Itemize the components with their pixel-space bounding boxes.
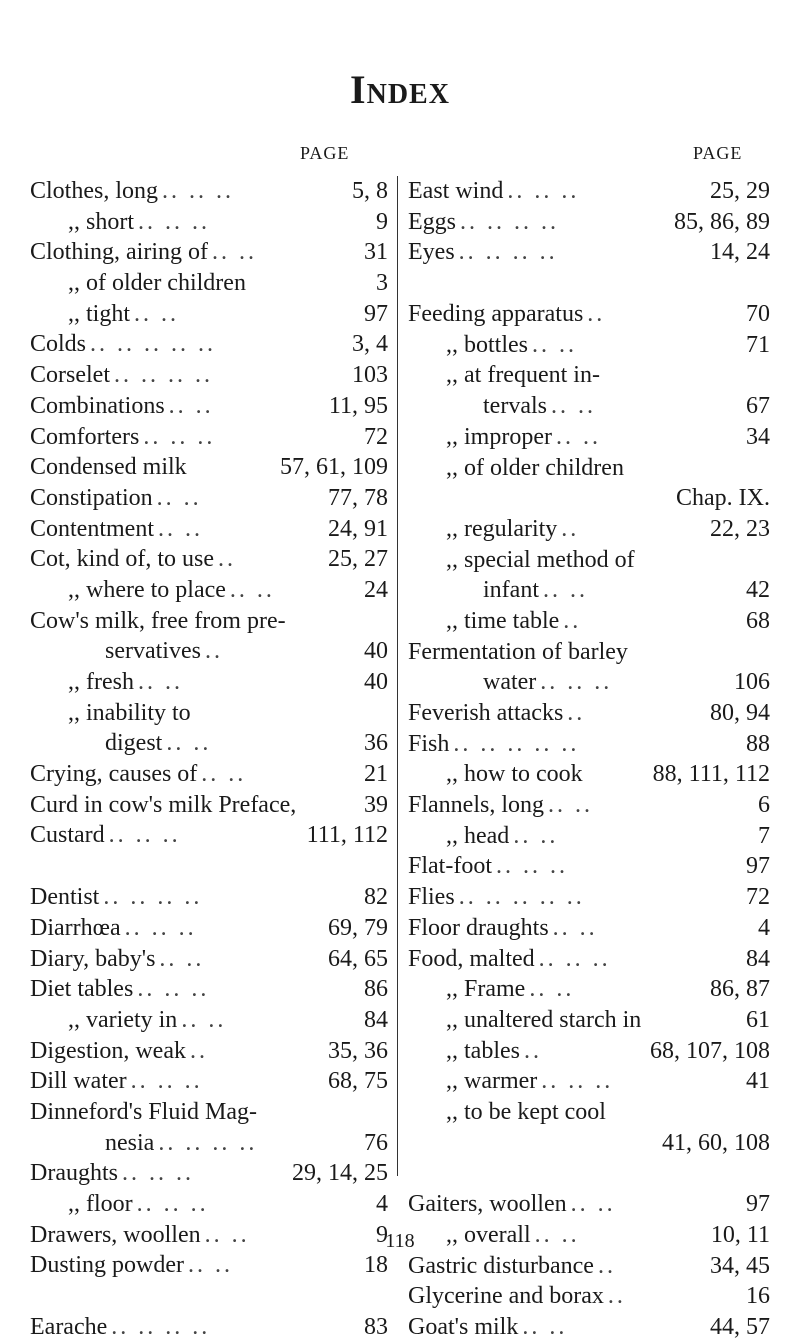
index-entry <box>408 545 770 576</box>
index-entry <box>30 299 388 330</box>
index-term: ,, of older children <box>446 454 624 481</box>
index-entry <box>408 851 770 882</box>
index-term: ,, fresh <box>68 669 134 695</box>
index-page-refs: 40 <box>364 638 388 665</box>
page-title: Index <box>350 67 450 112</box>
dot-leader: .. .. .. .. <box>460 208 559 235</box>
index-entry <box>30 544 388 575</box>
index-page-refs: 64, 65 <box>328 945 388 972</box>
index-term: Clothes, long <box>30 178 159 204</box>
index-term: Custard <box>30 822 105 849</box>
index-spacer <box>30 851 388 882</box>
dot-leader: .. .. <box>134 300 180 327</box>
index-entry <box>30 698 388 729</box>
index-entry <box>30 237 388 268</box>
index-entry <box>408 882 770 913</box>
index-entry <box>30 268 388 299</box>
index-entry <box>408 667 770 698</box>
index-page-refs: 68, 107, 108 <box>650 1037 770 1064</box>
index-entry <box>408 821 770 852</box>
index-page-refs: 39 <box>364 791 388 818</box>
index-entry <box>408 1128 770 1159</box>
index-entry <box>408 1005 770 1036</box>
dot-leader: .. .. .. .. <box>103 884 203 911</box>
index-page-refs: 10, 11 <box>710 1222 770 1248</box>
dot-leader: .. .. <box>529 976 575 1003</box>
index-entry <box>30 575 388 606</box>
dot-leader: .. .. .. .. <box>458 239 558 266</box>
dot-leader: .. .. .. .. <box>158 1129 258 1156</box>
index-page-refs: 14, 24 <box>710 239 770 266</box>
index-entry <box>30 391 388 422</box>
index-entry <box>408 483 770 514</box>
index-term: Cot, kind of, to use <box>30 546 214 573</box>
dot-leader: .. .. <box>570 1191 616 1218</box>
index-term: Fermentation of barley <box>408 638 628 665</box>
index-page-refs: 24, 91 <box>328 515 388 542</box>
index-page-refs: 68, 75 <box>328 1068 388 1095</box>
right-page-column-header: PAGE <box>693 143 743 163</box>
index-term: Fish <box>408 730 450 757</box>
index-term: ,, where to place <box>68 576 226 603</box>
dot-leader: .. .. .. <box>137 976 210 1003</box>
index-term: Goat's milk <box>408 1314 519 1341</box>
index-page-refs: 72 <box>364 423 388 450</box>
index-term: Corselet <box>30 362 110 389</box>
index-page-refs: 77, 78 <box>328 484 388 511</box>
index-term: ,, regularity <box>446 515 558 542</box>
index-term: ,, improper <box>446 423 552 450</box>
index-entry <box>30 882 388 913</box>
dot-leader: .. <box>561 515 580 542</box>
index-term: Dentist <box>30 884 100 911</box>
dot-leader: .. .. <box>534 1222 580 1248</box>
index-entry <box>30 974 388 1005</box>
index-term: servatives <box>105 638 201 665</box>
index-entry <box>30 1097 388 1128</box>
dot-leader: .. <box>189 1037 208 1064</box>
index-term: Feeding apparatus <box>408 301 584 328</box>
dot-leader: .. .. <box>137 669 183 695</box>
index-entry <box>30 514 388 545</box>
index-entry <box>30 1189 388 1220</box>
index-entry <box>408 514 770 545</box>
index-page-refs: 40 <box>364 669 388 695</box>
index-term: Flannels, long <box>408 792 544 819</box>
index-term: ,, short <box>68 208 134 235</box>
index-entry <box>30 1066 388 1097</box>
index-entry <box>408 453 770 484</box>
index-entry <box>30 606 388 637</box>
index-page-refs: 25, 29 <box>710 178 770 204</box>
index-page-refs: 71 <box>746 331 770 358</box>
index-page-refs: 69, 79 <box>328 914 388 941</box>
index-page-refs: 9 <box>376 208 388 235</box>
index-page-refs: 103 <box>352 362 388 389</box>
dot-leader: .. .. .. .. .. <box>458 884 585 911</box>
index-page-refs: 41 <box>746 1068 770 1095</box>
dot-leader: .. .. .. <box>143 423 216 450</box>
index-page-refs: 3, 4 <box>352 331 388 358</box>
index-term: ,, overall <box>446 1222 531 1248</box>
index-page-refs: 70 <box>746 301 770 328</box>
index-term: ,, tables <box>446 1037 520 1064</box>
dot-leader: .. .. <box>542 577 588 604</box>
index-page-refs: 83 <box>364 1314 388 1341</box>
index-entry <box>408 176 770 207</box>
dot-leader: .. .. .. <box>540 669 613 696</box>
index-left-column <box>30 176 388 1343</box>
index-entry <box>408 790 770 821</box>
index-page-refs: 67 <box>746 393 770 420</box>
index-page-refs: 7 <box>758 822 770 849</box>
index-page-refs: 84 <box>364 1006 388 1033</box>
index-term: ,, floor <box>68 1191 133 1217</box>
index-entry <box>30 1250 388 1281</box>
index-page-refs: 68 <box>746 607 770 634</box>
dot-leader: .. .. <box>166 730 212 757</box>
index-term: ,, to be kept cool <box>446 1098 606 1125</box>
index-page-refs: 29, 14, 25 <box>292 1160 388 1187</box>
dot-leader: .. .. <box>187 1252 233 1279</box>
dot-leader: .. .. .. <box>541 1068 614 1095</box>
index-page-refs: 3 <box>376 270 388 297</box>
index-entry <box>408 330 770 361</box>
index-page-refs: 88, 111, 112 <box>652 761 770 788</box>
index-page-refs: Chap. IX. <box>676 485 770 512</box>
index-term: ,, unaltered starch in <box>446 1006 642 1033</box>
index-entry <box>30 207 388 238</box>
index-page-refs: 97 <box>746 1191 770 1218</box>
index-entry <box>30 483 388 514</box>
index-term: ,, head <box>446 822 510 849</box>
index-term: Feverish attacks <box>408 700 564 726</box>
index-term: digest <box>105 730 163 757</box>
index-term: Food, malted <box>408 945 535 972</box>
index-entry <box>408 1036 770 1067</box>
index-term: Dill water <box>30 1068 127 1095</box>
index-term: Gaiters, woollen <box>408 1191 567 1218</box>
index-term: ,, variety in <box>68 1006 178 1033</box>
index-term: Dusting powder <box>30 1252 184 1279</box>
index-entry <box>30 636 388 667</box>
index-entry <box>408 575 770 606</box>
index-page-refs: 4 <box>376 1191 388 1217</box>
dot-leader: .. .. <box>552 914 598 941</box>
index-entry <box>30 1312 388 1343</box>
index-page-refs: 82 <box>364 884 388 911</box>
index-entry <box>408 1312 770 1343</box>
index-page-refs: 76 <box>364 1129 388 1156</box>
dot-leader: .. .. <box>201 761 247 788</box>
dot-leader: .. .. <box>181 1006 227 1033</box>
index-entry <box>408 422 770 453</box>
index-term: ,, Frame <box>446 976 526 1003</box>
index-term: Eggs <box>408 208 456 235</box>
index-term: Draughts <box>30 1160 118 1187</box>
index-term: Drawers, woollen <box>30 1221 201 1248</box>
index-page-refs: 84 <box>746 945 770 972</box>
dot-leader: .. .. .. <box>162 178 235 204</box>
dot-leader: .. <box>587 301 606 328</box>
dot-leader: .. .. .. <box>496 853 568 880</box>
index-page-refs: 72 <box>746 884 770 911</box>
index-term: Colds <box>30 331 87 358</box>
index-page-refs: 6 <box>758 792 770 819</box>
index-entry <box>408 1097 770 1128</box>
index-page-refs: 34, 45 <box>710 1252 770 1279</box>
index-entry <box>408 237 770 268</box>
dot-leader: .. .. <box>156 484 202 511</box>
index-term: ,, how to cook <box>446 761 583 788</box>
index-page-refs: 34 <box>746 423 770 450</box>
index-page-refs: 88 <box>746 730 770 757</box>
index-entry <box>30 1128 388 1159</box>
index-term: Gastric disturbance <box>408 1252 594 1279</box>
index-entry <box>30 422 388 453</box>
dot-leader: .. .. .. <box>130 1068 203 1095</box>
index-term: Floor draughts <box>408 914 549 941</box>
dot-leader: .. .. <box>159 945 205 972</box>
index-term: infant <box>483 577 539 604</box>
index-entry <box>408 606 770 637</box>
index-term: Dinneford's Fluid Mag- <box>30 1098 257 1125</box>
index-page-refs: 11, 95 <box>328 392 388 419</box>
dot-leader: .. .. <box>168 392 214 419</box>
dot-leader: .. .. <box>532 331 577 358</box>
index-right-column <box>408 176 770 1343</box>
index-entry <box>30 728 388 759</box>
index-entry <box>408 1066 770 1097</box>
index-term: Cow's milk, free from pre- <box>30 607 286 634</box>
index-term: Flies <box>408 884 455 911</box>
index-entry <box>408 944 770 975</box>
index-page-refs: 44, 57 <box>710 1314 770 1341</box>
index-term: Diary, baby's <box>30 945 156 972</box>
index-term: tervals <box>483 393 547 420</box>
index-term: Comforters <box>30 423 140 450</box>
index-page-refs: 9 <box>376 1221 388 1248</box>
index-entry <box>408 759 770 790</box>
index-page-refs: 25, 27 <box>328 546 388 573</box>
index-page-refs: 18 <box>364 1252 388 1279</box>
index-page-refs: 35, 36 <box>328 1037 388 1064</box>
dot-leader: .. .. .. <box>108 822 181 849</box>
index-entry <box>30 329 388 360</box>
index-page-refs: 111, 112 <box>306 822 388 849</box>
index-term: Condensed milk <box>30 454 187 481</box>
dot-leader: .. .. <box>229 576 275 603</box>
index-entry <box>408 913 770 944</box>
index-entry <box>408 637 770 668</box>
column-divider <box>397 176 398 1176</box>
dot-leader: .. <box>597 1252 616 1279</box>
index-term: Flat-foot <box>408 853 492 880</box>
index-page-refs: 80, 94 <box>710 700 770 726</box>
index-entry <box>30 820 388 851</box>
index-page-refs: 24 <box>364 576 388 603</box>
index-term: Curd in cow's milk Preface, <box>30 791 297 818</box>
index-page-refs: 4 <box>758 914 770 941</box>
left-page-column-header: PAGE <box>300 143 350 163</box>
index-page-refs: 86, 87 <box>710 976 770 1003</box>
index-page-refs: 31 <box>364 239 388 266</box>
index-page-refs: 85, 86, 89 <box>674 208 770 235</box>
index-term: ,, special method of <box>446 546 635 573</box>
dot-leader: .. .. <box>157 515 203 542</box>
index-entry <box>30 667 388 698</box>
dot-leader: .. .. .. <box>538 945 611 972</box>
index-entry <box>30 176 388 207</box>
dot-leader: .. <box>204 638 223 665</box>
index-entry <box>408 391 770 422</box>
dot-leader: .. .. <box>513 822 559 849</box>
dot-leader: .. .. .. .. .. <box>453 730 580 757</box>
index-page-refs: 42 <box>746 577 770 604</box>
index-term: East wind <box>408 178 504 204</box>
index-term: ,, of older children <box>68 270 246 297</box>
index-entry <box>408 299 770 330</box>
index-term: Crying, causes of <box>30 761 198 788</box>
index-page-refs: 57, 61, 109 <box>280 454 388 481</box>
dot-leader: .. <box>218 546 236 573</box>
index-term: Glycerine and borax <box>408 1283 604 1310</box>
index-page-refs: 86 <box>364 976 388 1003</box>
index-page-refs: 97 <box>746 853 770 880</box>
dot-leader: .. <box>607 1283 626 1310</box>
index-term: water <box>483 669 537 696</box>
index-page-refs: 16 <box>746 1283 770 1310</box>
dot-leader: .. .. <box>548 792 593 819</box>
dot-leader: .. .. <box>522 1314 568 1341</box>
page-number: 118 <box>385 1230 415 1252</box>
index-entry <box>408 1189 770 1220</box>
dot-leader: .. .. .. <box>136 1191 209 1217</box>
index-entry <box>408 1251 770 1282</box>
index-spacer <box>408 1158 770 1189</box>
dot-leader: .. <box>523 1037 542 1064</box>
dot-leader: .. .. .. <box>124 914 197 941</box>
index-term: ,, inability to <box>68 699 191 726</box>
index-entry <box>30 1158 388 1189</box>
index-term: ,, at frequent in- <box>446 362 600 389</box>
index-term: Digestion, weak <box>30 1037 186 1064</box>
index-term: Clothing, airing of <box>30 239 208 266</box>
index-term: ,, time table <box>446 607 560 634</box>
index-entry <box>30 1036 388 1067</box>
index-spacer <box>408 268 770 299</box>
index-term: Earache <box>30 1314 108 1341</box>
index-term: Eyes <box>408 239 455 266</box>
index-entry <box>408 698 770 729</box>
dot-leader: .. .. .. <box>138 208 210 235</box>
index-entry <box>30 944 388 975</box>
dot-leader: .. .. <box>555 423 601 450</box>
dot-leader: .. .. <box>211 239 257 266</box>
dot-leader: .. .. .. .. .. <box>90 331 217 358</box>
index-entry <box>408 974 770 1005</box>
dot-leader: .. .. .. .. <box>113 362 213 389</box>
index-page-refs: 22, 23 <box>710 515 770 542</box>
dot-leader: .. .. <box>204 1221 250 1248</box>
index-page-refs: 61 <box>746 1006 770 1033</box>
index-page-refs: 106 <box>734 669 770 696</box>
index-entry <box>30 759 388 790</box>
dot-leader: .. .. .. .. <box>111 1314 211 1341</box>
index-term: ,, bottles <box>446 331 528 358</box>
dot-leader: .. .. <box>550 393 596 420</box>
dot-leader: .. <box>563 607 582 634</box>
index-entry <box>408 729 770 760</box>
index-page-refs: 5, 8 <box>352 178 388 204</box>
index-term: ,, tight <box>68 300 131 327</box>
index-term: Constipation <box>30 484 153 511</box>
index-term: nesia <box>105 1129 155 1156</box>
index-term: Diet tables <box>30 976 134 1003</box>
index-entry <box>408 207 770 238</box>
index-term: Combinations <box>30 392 165 419</box>
index-entry <box>30 790 388 821</box>
index-entry <box>30 360 388 391</box>
index-entry <box>30 452 388 483</box>
index-page-refs: 36 <box>364 730 388 757</box>
index-term: Diarrhœa <box>30 914 121 941</box>
index-page-refs: 97 <box>364 300 388 327</box>
index-entry <box>30 1005 388 1036</box>
dot-leader: .. .. .. <box>507 178 580 204</box>
dot-leader: .. <box>567 700 586 726</box>
index-page-refs: 21 <box>364 761 388 788</box>
index-entry <box>30 913 388 944</box>
dot-leader: .. .. .. <box>121 1160 194 1187</box>
index-term: ,, warmer <box>446 1068 538 1095</box>
index-page-refs: 41, 60, 108 <box>662 1129 770 1156</box>
index-term: Contentment <box>30 515 154 542</box>
index-entry <box>408 360 770 391</box>
